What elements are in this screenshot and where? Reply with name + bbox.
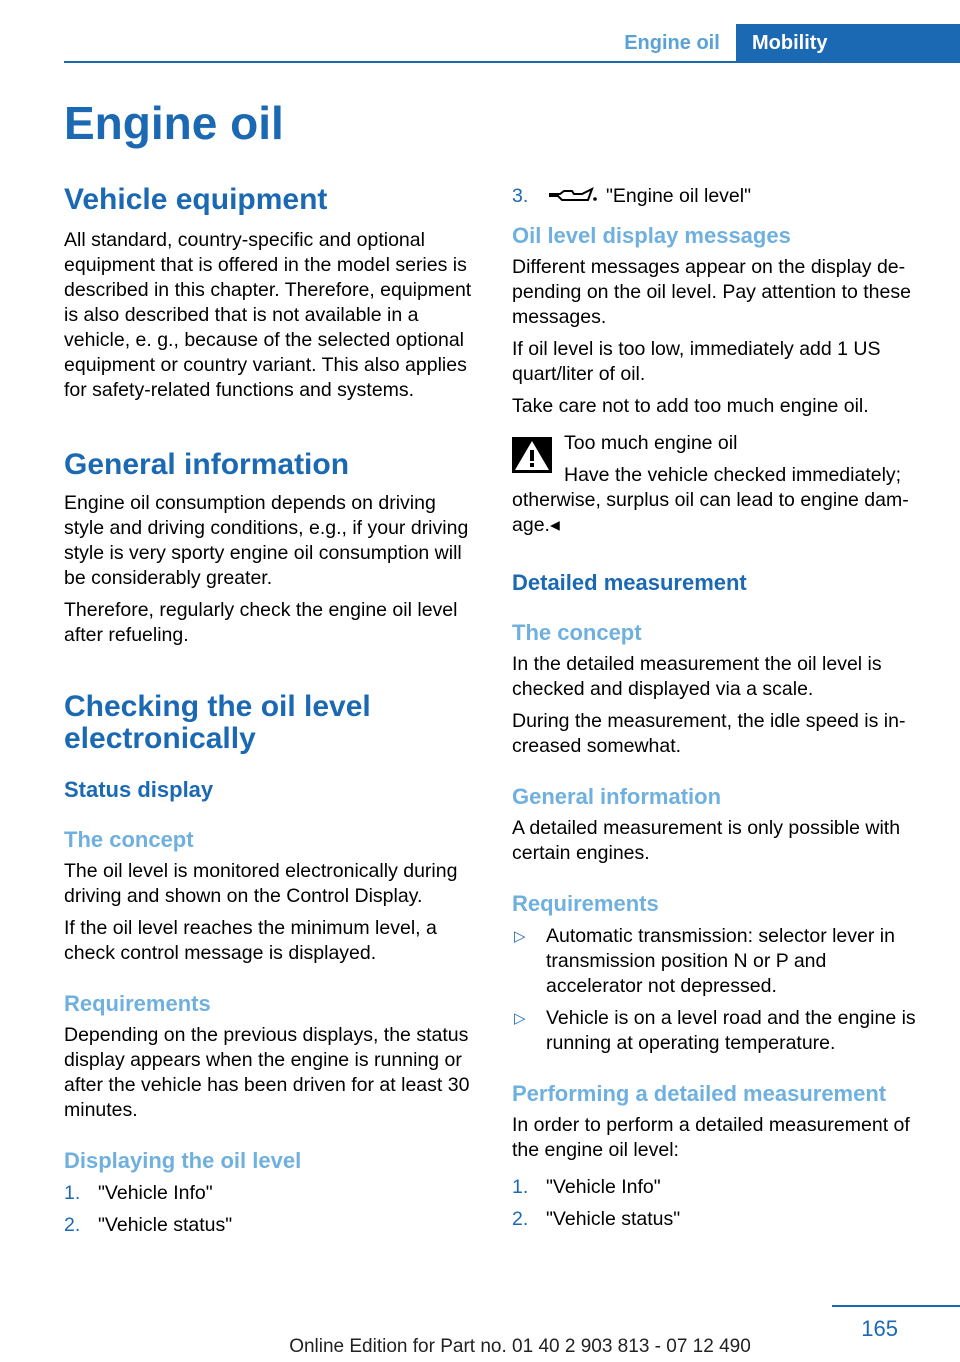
performing-text: In order to perform a detailed measurement of the engine oil level: [512,1114,910,1161]
step-text: "Vehicle Info" [546,1176,661,1198]
detailed-concept-text-1: In the detailed measurement the oil level is checked and displayed via a scale. [512,653,882,700]
warning-text: otherwise, surplus oil can lead to engine damage.◂ [512,489,909,536]
warning-header [512,431,928,488]
heading-vehicle-equipment: Vehicle equipment [64,183,328,216]
heading-displaying-oil-level: Displaying the oil level [64,1148,302,1173]
messages-text-3: Take care not to add too much engine oil. [512,395,869,417]
vehicle-equipment-text: All standard, country-specific and optional equipment that is offered in the model series is described in this chapter. Therefore, equipment is also described that is not available in a vehicle, e. g., because of the selected optional equipment or country variant. This also applies for safety-related functions and systems. [64,229,472,401]
step-text: "Vehicle status" [546,1208,681,1230]
list-item [512,1175,928,1200]
list-item [512,1207,928,1232]
section-tab[interactable]: Engine oil [624,32,720,54]
heading-the-concept: The concept [64,827,194,852]
oil-can-icon [548,186,598,213]
heading-requirements-2: Requirements [512,891,659,916]
page-number: 165 [861,1316,898,1341]
heading-general-information-2: General information [512,784,722,809]
right-column [512,184,928,1232]
heading-status-display: Status display [64,777,214,802]
heading-oil-level-messages: Oil level display messages [512,223,791,248]
heading-checking-oil-level: Checking the oil level electronically [64,690,371,755]
step-text: "Vehicle Info" [98,1182,213,1204]
page-header [0,24,960,62]
detailed-general-text: A detailed measurement is only possible with certain engines. [512,817,901,864]
requirement-text: Vehicle is on a level road and the engine is running at operating temperature. [546,1007,916,1054]
heading-general-information: General information [64,448,350,481]
heading-detailed-measurement: Detailed measurement [512,570,747,595]
warning-first-line: Have the vehicle checked immediately; [564,464,902,486]
requirement-text: Automatic transmission: selector lever in transmission position N or P and accelerator not depressed. [546,925,895,997]
heading-the-concept-2: The concept [512,620,642,645]
heading-performing-detailed-measurement: Performing a detailed measurement [512,1081,887,1106]
step-text: "Engine oil level" [606,185,752,207]
step-number: 2. [512,1208,529,1230]
bullet-triangle-icon: ▷ [514,928,526,945]
messages-text-1: Different messages appear on the display depending on the oil level. Pay attention to these messages. [512,256,911,328]
step-number: 1. [512,1176,529,1198]
page-title: Engine oil [64,97,284,149]
detailed-concept-text-2: During the measurement, the idle speed is increased somewhat. [512,710,906,757]
concept-text-2: If the oil level reaches the minimum level, a check control message is displayed. [64,917,437,964]
step-number: 1. [64,1182,81,1204]
list-item [512,1006,928,1056]
general-information-text-2: Therefore, regularly check the engine oil level after refueling. [64,599,458,646]
general-information-text-1: Engine oil consumption depends on driving style and driving conditions, e.g., if your driving style is very sporty engine oil consumption will be considerably greater. [64,492,469,589]
list-item [64,1181,480,1206]
warning-title: Too much engine oil [564,432,738,454]
chapter-tab[interactable]: Mobility [736,24,960,62]
messages-text-2: If oil level is too low, immediately add 1 US quart/liter of oil. [512,338,881,385]
list-item [512,184,928,209]
header-rule [64,61,960,63]
requirements-text: Depending on the previous displays, the status display appears when the engine is running or after the vehicle has been driven for at least 30 minutes. [64,1024,470,1121]
left-column [64,184,480,1238]
performing-steps-list [512,1175,928,1232]
display-steps-list [64,1181,480,1238]
list-item [512,924,928,999]
requirements-list [512,924,928,1056]
bullet-triangle-icon: ▷ [514,1010,526,1027]
concept-text-1: The oil level is monitored electronically during driving and shown on the Control Display. [64,860,458,907]
list-item [64,1213,480,1238]
footer-rule [832,1305,960,1307]
edition-note: Online Edition for Part no. 01 40 2 903 813 - 07 12 490 [289,1336,751,1357]
heading-requirements: Requirements [64,991,211,1016]
step-number: 2. [64,1214,81,1236]
step-text: "Vehicle status" [98,1214,233,1236]
warning-triangle-icon [512,437,552,473]
step-number: 3. [512,185,529,207]
warning-block [512,431,928,538]
